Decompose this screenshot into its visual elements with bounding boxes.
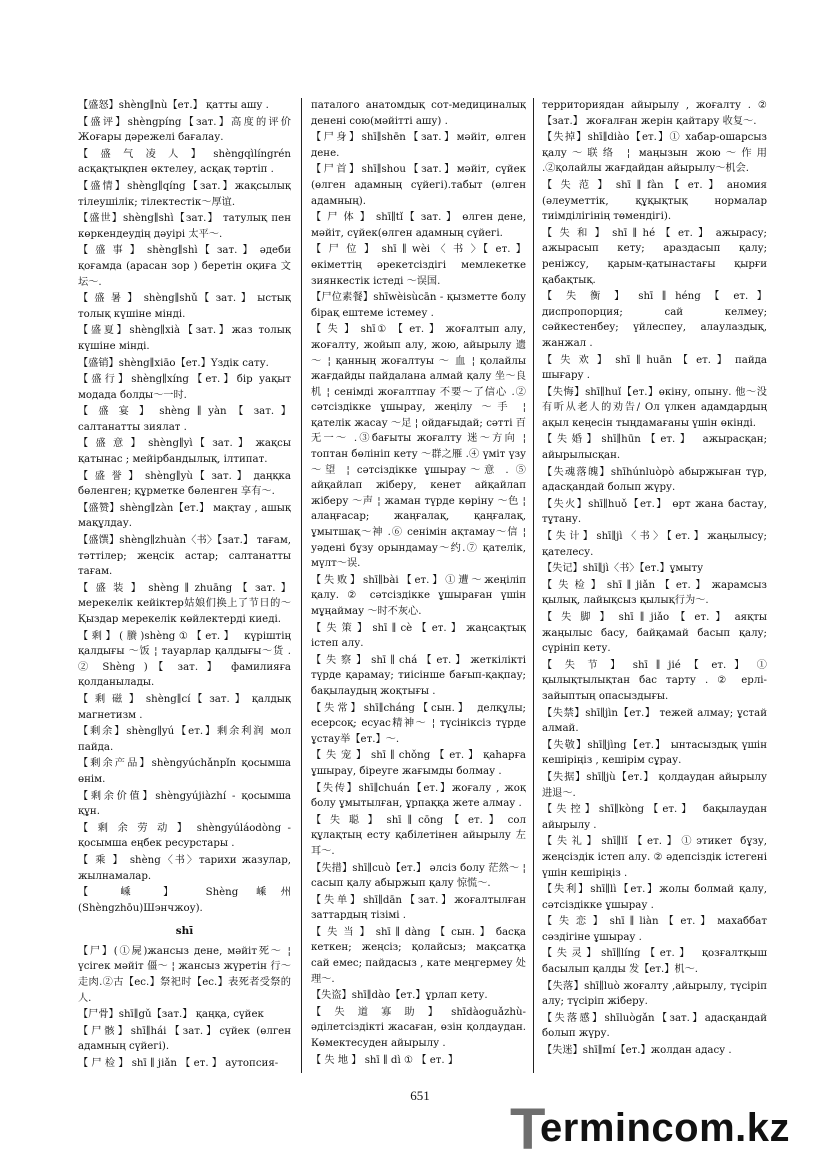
dictionary-entry: 【剩余产品】shèngyúchǎnpǐn қосымша өнім. (78, 758, 291, 785)
dictionary-entry: 【 失 衡 】 shī ∥ héng 【 ет. 】 диспропорция; сай келмеу; сәйкестенбеу; үйлеспеу, алаулаздық, жанжал . (542, 291, 767, 349)
dictionary-entry: 【盛赞】shèng∥zàn【ет.】 мақтау , ашық мақұлдау. (78, 502, 291, 530)
dictionary-entry: 【 失 节 】 shī ∥ jié 【 ет. 】 ① қылықтылықтан бас тарту . ② ерлі-зайыптың опасыздығы. (542, 659, 767, 702)
dictionary-entry: 【盛行】shèng∥xíng【ет.】бір уақыт модада болды～一时. (78, 374, 291, 401)
dictionary-entry: 【 失 】 shī① 【 ет. 】 жоғалтып алу, жоғалту, жойып алу, жою, айырылу 遗 ～ ¦ қанның жоғалтуы ～ 血 ¦ қолайлы жағдайды пайдалана алмай қалу 坐～良机 ¦ сенімді жоғалтпау 不要～了信心 .② сәтсіздікке ұшырау, жеңілу ～手 ¦ қателік жасау ～足 ¦ ойдағыдай; сәтті 百无一～ .③бағыты жоғалту 迷～方向 ¦ топтан бөлініп кету ～群之雁 .④ үміт үзу～望 ¦ сәтсіздікке ұшырау～意 . ⑤ айқайлап жіберу, кенет айқайлап жіберу ～声 ¦ жаман түрде көріну ～色 ¦ алаңғасар; жаңғалақ, қаңғалақ, ұмытшақ～神 .⑥ сенімін ақтамау～信 ¦ уәдені бұзу орындамау～约.⑦ қателік, мүлт～误. (311, 324, 526, 570)
dictionary-entry: 【 失 检 】 shī ∥ jiǎn 【 ет. 】 жарамсыз қылық, лайықсыз қылық行为～. (542, 579, 767, 607)
dictionary-entry: 【失敬】shī∥jìng【ет.】 ынтасыздық үшін кешіріңіз , кешірім сұрау. (542, 739, 767, 767)
dictionary-entry: 【 失 宠 】 shī ∥ chǒng 【 ет. 】 қаһарға ұшырау, біреуге жағымды болмау . (311, 750, 526, 777)
dictionary-entry: 【失落】shī∥luò жоғалту ,айырылу, түсіріп алу; түсіріп жіберу. (542, 980, 767, 1008)
dictionary-entry: 【剩余价值】shèngyújiàzhí - қосымша құн. (78, 790, 291, 818)
dictionary-entry: 【 失 脚 】 shī ∥ jiǎo 【 ет. 】 аяқты жаңылыс басу, байқамай басып қалу; сүрініп кету. (542, 612, 767, 655)
dictionary-entry: 【 失 和 】 shī ∥ hé 【 ет. 】 ажырасу; ажырасып кету; араздасып қалу; реніжсу, қарым-қатынастағы қырғи қабақтық. (542, 227, 767, 286)
site-logo-letter: T (510, 1097, 546, 1162)
dictionary-entry: 【剩余】shèng∥yú【ет.】剩余利润 мол пайда. (78, 726, 291, 753)
dictionary-entry: 【 失 欢 】 shī ∥ huān 【 ет. 】 пайда шығару . (542, 354, 767, 382)
dictionary-entry: 【失魂落魄】shīhúnluòpò абыржыған түр, адасқандай болып жүру. (542, 466, 767, 494)
dictionary-entry: 【 盛 暑 】 shèng∥shǔ【 зат. 】 ыстық толық күшіне міндi. (78, 293, 291, 320)
dictionary-entry: 【失盗】shī∥dào【ет.】ұрлап кету. (311, 990, 488, 1002)
dictionary-entry: 【 失 恋 】 shī ∥ liàn 【 ет. 】 махаббат сәздігіне ұшырау . (542, 916, 767, 943)
dictionary-entry: 【失火】shī∥huǒ【ет.】 өрт жана бастау, тұтану. (542, 498, 767, 526)
dictionary-entry: 【失婚】shī∥hūn【ет.】 ажырасқан; айырылысқан. (542, 434, 767, 462)
dictionary-entry: 【失计】shī∥jì〈书〉【ет.】жаңылысу; қателесу. (542, 531, 767, 558)
dictionary-entry: 【尸】(①屍)жансыз дене, мәйіт死～ ¦ үсігек мәйіт 僵～ ¦ жансыз жүретін 行～走肉.②古【ес.】祭祀时【ес.】表死者受祭的人. (78, 945, 291, 1004)
column-rule-2 (533, 98, 534, 1073)
dictionary-column-3 (542, 98, 767, 1078)
dictionary-column-2 (311, 98, 526, 1078)
dictionary-entry: 【 盛 装 】 shèng ∥ zhuāng 【 зат. 】 мерекелік кейіктер姑娘们换上了节日的～Қыздар мерекелік көйлектерді киеді. (78, 582, 291, 625)
dictionary-entry: 【 失 察 】 shī ∥ chá 【 ет. 】 жеткілікті түрде қарамау; тиісінше бағып-қақпау; бақылаудың жоқтығы . (311, 654, 526, 697)
dictionary-entry: 【失礼】shī∥lǐ【ет.】①этикет бұзу, жеңсіздік істеп алу. ② әдепсіздік істегені үшін кешіріңіз . (542, 836, 767, 879)
dictionary-entry: 【 失 策 】 shī ∥ cè 【 ет. 】 жаңсақтық істеп алу. (311, 622, 526, 650)
dictionary-entry: 【盛馔】shèng∥zhuàn〈书〉【зат.】 тағам, тәттілер; жеңсік астар; салтанатты тағам. (78, 535, 291, 578)
dictionary-entry: 【盛夏】shèng∥xià【зат.】жаз толық күшіне міндi. (78, 325, 291, 352)
dictionary-entry: 【失传】shī∥chuán【ет.】жоғалу , жоқ болу ұмытылған, ұрпаққа жете алмау . (311, 782, 526, 810)
dictionary-entry: 【 盛 气 凌 人 】 shèngqìlíngrén асқақтықпен өктелеу, асқақ тәртіп . (78, 148, 291, 176)
dictionary-entry: 【 盛 宴 】 shèng ∥ yàn 【 зат. 】 салтанатты зиялат . (78, 406, 291, 433)
dictionary-entry: 【失据】shī∥jù【ет.】 қолдаудан айырылу进退～. (542, 771, 767, 799)
dictionary-entry: 【 失 聪 】 shī ∥ cōng 【 ет. 】 сол құлақтың есту қабілетінен айырылу 左耳～. (311, 814, 526, 857)
column-rule-1 (301, 98, 302, 1073)
dictionary-entry: 【 尸 体 】 shī∥tǐ【 зат. 】 өлген дене, мәйіт, сүйек(өлген адамның сүйегі. (311, 212, 526, 239)
dictionary-entry: 【 盛 誉 】 shèng∥yù【 зат. 】 даңқка бөленген; құрметке бөленген 享有～. (78, 470, 291, 498)
dictionary-entry: 【失措】shī∥cuò【ет.】 әлсіз болу 茫然～ ¦ сасып қалу абыржып қалу 惊慌～. (311, 862, 526, 890)
dictionary-entry: 【 尸 检 】 shī ∥ jiǎn 【 ет. 】 аутопсия- (78, 1058, 279, 1070)
dictionary-entry: 【 尸 位 】 shī ∥ wèi 〈 书 〉【 ет. 】 өкіметтің әрекетсіздігі мемлекетке зиянкестік істеді ～误国. (311, 244, 526, 287)
dictionary-entry: 【 嵊 】 Shèng 嵊州 (Shèngzhōu)Шэнчжоу). (78, 887, 291, 914)
dictionary-entry: 【 失 当 】 shī ∥ dàng 【 сын. 】 басқа кеткен; жеңсіз; қолайсыз; мақсатқа сай емес; пайдасыз , кате меңгермеу 处理～. (311, 926, 526, 985)
dictionary-entry: 【失常】shī∥cháng【сын.】 делқұлы; есерсоқ; есуас精神～ ¦ түсінікcіз түрде ұстау举【ет.】～. (311, 702, 526, 745)
dictionary-entry: 【尸骸】shī∥hái【зат.】сүйек (өлген адамның сүйегі). (78, 1025, 291, 1053)
dictionary-entry: 【 盛 事 】 shèng∥shì【 зат. 】 әдеби қоғамда (арасан зор ) беретін оқиға 文坛～. (78, 245, 291, 288)
dictionary-entry: 【 失 道 寡 助 】 shīdàoguǎzhù- әділетсіздікті жасаған, өзін қолдаудан. Көмектесуден айырылу . (311, 1006, 526, 1050)
dictionary-entry: 【剩】(賸)shèng①【ет.】 күріштің қалдығы ～饭 ¦ тауарлар қалдығы～货 . ② Shèng )【 зат. 】 фамилияға қолданылады. (78, 630, 291, 689)
dictionary-entry: 【失迷】shī∥mí【ет.】жолдан адасу . (542, 1045, 732, 1057)
dictionary-entry: территориядан айырылу , жоғалту . ② 【зат.】 жоғалған жерін қайтару 收复～. (542, 100, 767, 127)
dictionary-entry: 【 剩 磁 】 shèng∥cí【 зат. 】 қалдық магнетизм . (78, 693, 291, 721)
dictionary-entry: 【盛销】shèng∥xiāo【ет.】Үздік сату. (78, 357, 269, 369)
dictionary-entry: 【 剩 余 劳 动 】 shèngyúláodòng - қосымша еңбек ресурстары . (78, 822, 291, 850)
dictionary-column-1 (78, 98, 291, 1078)
dictionary-entry: 【失灵】shī∥líng【ет.】 қозғалтқыш басылып қалды 发【ет.】机～. (542, 948, 767, 976)
dictionary-entry: 【尸首】shī∥shou【зат.】мәйіт, сүйек (өлген адамның сүйегі).табыт (өлген адамның). (311, 164, 526, 207)
dictionary-entry: 【失败】shī∥bài【ет.】①遭～жеңіліп қалу. ② сәтсіздікке ұшыраған үшін мұңаймау ～时不灰心. (311, 574, 526, 617)
dictionary-entry: 【盛怒】shèng∥nù【ет.】 қатты ашу . (78, 100, 269, 111)
dictionary-entry: 【盛情】shèng∥qíng【зат.】жақсылық тілеушілік; тілектестік～厚谊. (78, 180, 291, 208)
site-logo: ermincom.kz (540, 1106, 791, 1150)
dictionary-entry: 【失掉】shī∥diào【ет.】① хабар-ошарсыз қалу～联络 ¦ маңызын жою～作用 .②қолайлы жағдайдан айырылу～机会. (542, 132, 767, 175)
dictionary-entry: 【尸身】shī∥shēn【зат.】мәйіт, өлген дене. (311, 132, 526, 159)
section-heading: shī (175, 925, 194, 938)
dictionary-entry: 【失单】shī∥dān【зат.】жоғалтылған заттардың тізімі . (311, 894, 526, 922)
dictionary-entry: 【盛世】shèng∥shì【зат.】 татулық пен көркендеудің дәуірі 太平～. (78, 213, 291, 240)
dictionary-entry: 【失控】shī∥kòng【ет.】 бақылаудан айырылу . (542, 804, 767, 831)
dictionary-entry: 【 失 范 】 shī ∥ fàn 【 ет. 】 аномия (әлеуметтік, құқықтық нормалар тиімділігінің төмендігі). (542, 179, 767, 223)
dictionary-entry: 【 盛 意 】 shèng∥yì【 зат. 】 жақсы қатынас ; мейірбандылық, ілтипат. (78, 438, 291, 466)
dictionary-entry: 【失悔】shī∥huǐ【ет.】өкіну, опыну. 他～没有听从老人的劝告/ Ол үлкен адамдардың ақыл кеңесін тыңдамағаны үшін өкінді. (542, 386, 767, 429)
dictionary-entry: 【尸骨】shī∥gǔ【зат.】 қаңқа, сүйек (78, 1009, 264, 1021)
page-number: 651 (410, 1088, 430, 1103)
dictionary-entry: 【失落感】shīluògǎn【зат.】адасқандай болып жүру. (542, 1012, 767, 1040)
dictionary-entry: паталого анатомдық сот-медициналық денені сою(мәйітті ашу) . (311, 100, 526, 127)
dictionary-entry: 【 失 地 】 shī ∥ dì ① 【 ет. 】 (311, 1054, 459, 1066)
dictionary-entry: 【盛评】shèngpíng【зат.】高度的评价 Жоғары дәрежелі бағалау. (78, 116, 291, 144)
dictionary-entry: 【失利】shī∥lì【ет.】жолы болмай қалу, сәтсіздікке ұшырау . (542, 884, 767, 911)
dictionary-entry: 【失禁】shī∥jìn【ет.】 тежей алмау; ұстай алмай. (542, 707, 767, 735)
dictionary-entry: 【尸位素餐】shīwèisùcān - қызметте болу бірақ ештеме істемеу . (311, 292, 526, 319)
dictionary-entry: 【失记】shī∥jì〈书〉【ет.】ұмыту (542, 563, 704, 575)
dictionary-entry: 【 乘 】 shèng〈书〉тарихи жазулар, жылнамалар. (78, 854, 291, 882)
